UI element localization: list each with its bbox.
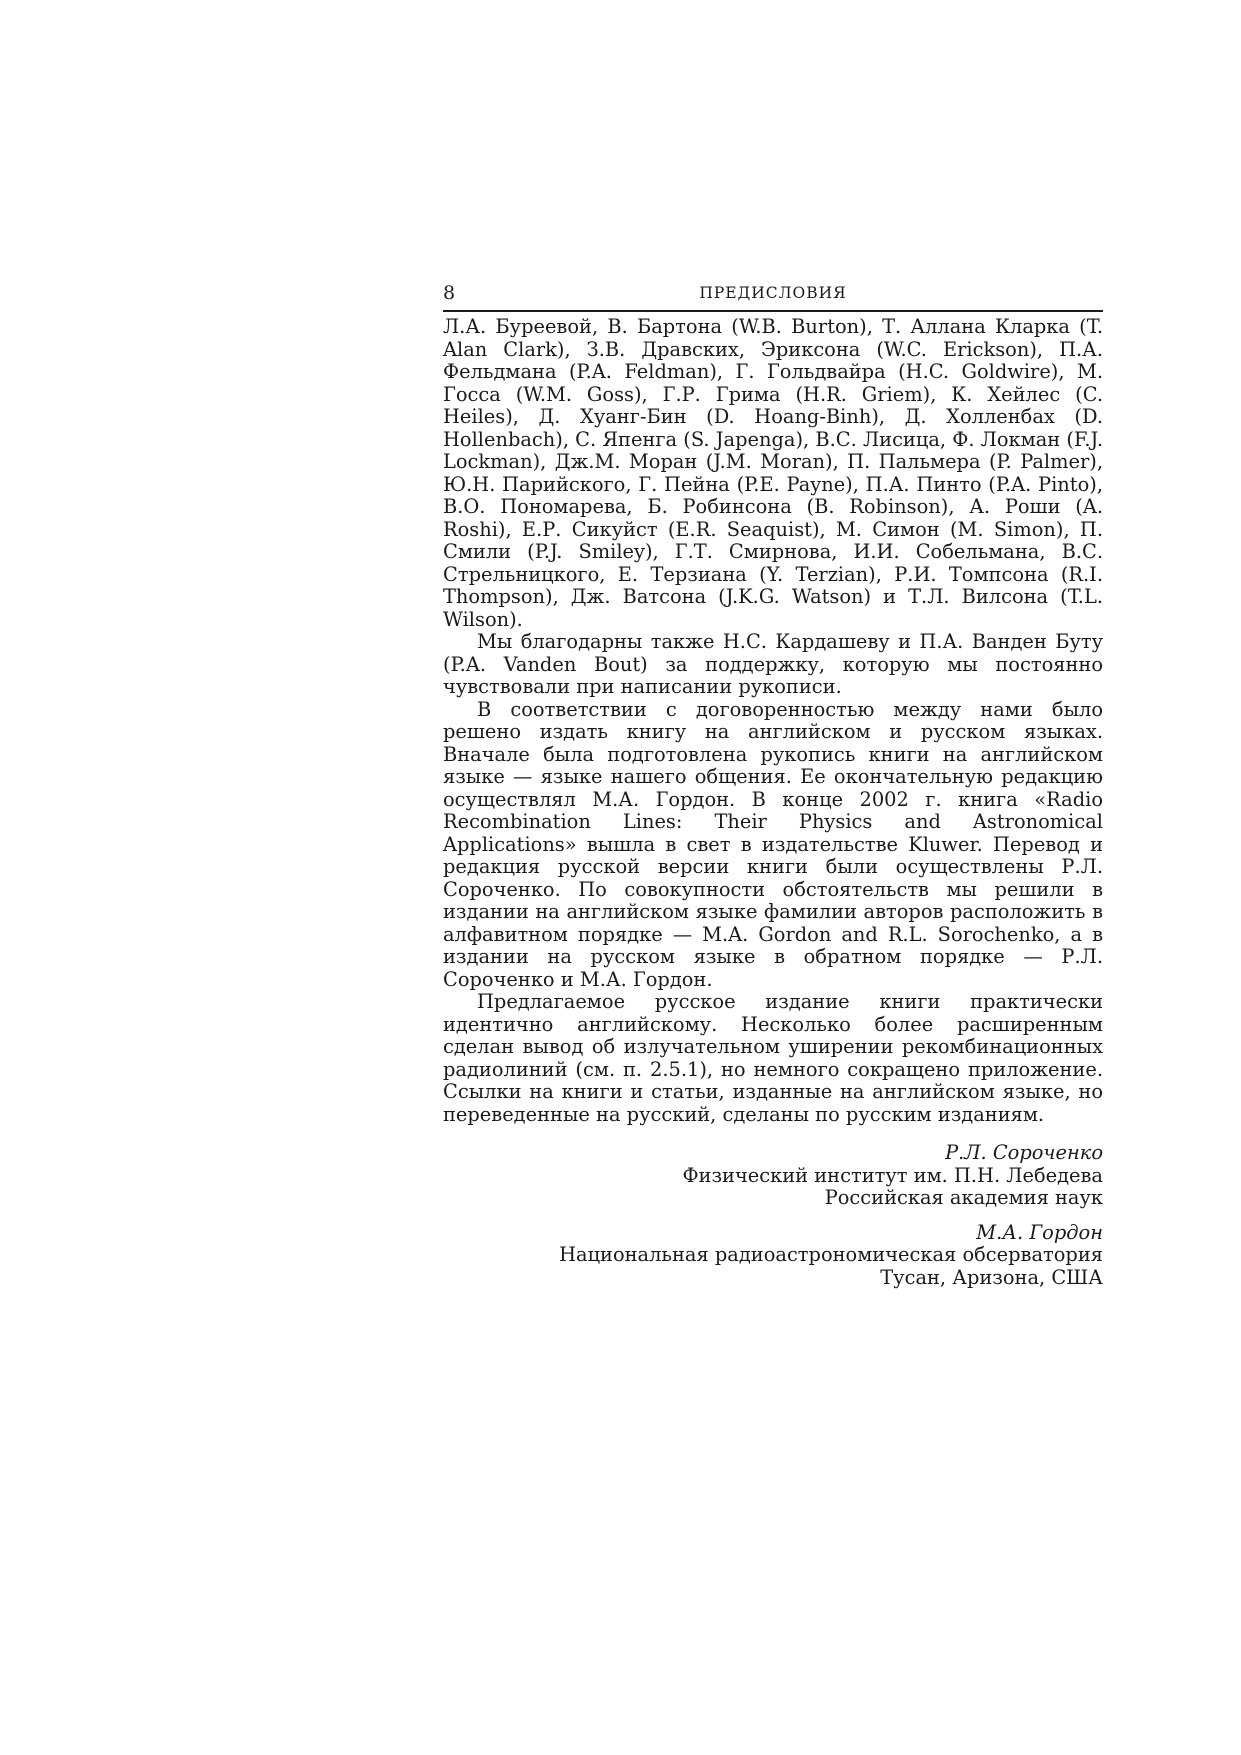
signature-affiliation: Российская академия наук: [824, 1186, 1103, 1209]
paragraph-acknowledgements-list: Л.А. Буреевой, В. Бартона (W.B. Burton), Т. Аллана Кларка (T. Alan Clark), З.В. Дравских, Эриксона (W.C. Erickson), П.А. Фельдмана (P.A. Feldman), Г. Гольдвайра (H.C. Goldwire), М. Госса (W.M. Goss), Г.Р. Грима (H.R. Griem), К. Хейлес (C. Heiles), Д. Хуанг-Бин (D. Hoang-Binh), Д. Холленбах (D. Hollenbach), С. Япенга (S. Japenga), В.С. Лисица, Ф. Локман (F.J. Lockman), Дж.М. Моран (J.M. Moran), П. Пальмера (P. Palmer), Ю.Н. Парийского, Г. Пейна (P.E. Payne), П.А. Пинто (P.A. Pinto), В.О. Пономарева, Б. Робинсона (B. Robinson), А. Роши (A. Roshi), Е.Р. Сикуйст (E.R. Seaquist), М. Симон (M. Simon), П. Смили (P.J. Smiley), Г.Т. Смирнова, И.И. Собельмана, В.С. Стрельницкого, Е. Терзиана (Y. Terzian), Р.И. Томпсона (R.I. Thompson), Дж. Ватсона (J.K.G. Watson) и Т.Л. Вилсона (T.L. Wilson).: [443, 315, 1103, 631]
running-head: [443, 282, 1103, 312]
book-page: [443, 282, 1103, 1301]
signature-block: [443, 1142, 1103, 1210]
paragraph-publication-history: В соответствии с договоренностью между нами было решено издать книгу на английском и русском языках. Вначале была подготовлена рукопись книги на английском языке — языке нашего общения. Ее окончательную редакцию осуществлял М.А. Гордон. В конце 2002 г. книга «Radio Recombination Lines: Their Physics and Astronomical Applications» вышла в свет в издательстве Kluwer. Перевод и редакция русской версии книги были осуществлены Р.Л. Сороченко. По совокупности обстоятельств мы решили в издании на английском языке фамилии авторов расположить в алфавитном порядке — M.A. Gordon and R.L. Sorochenko, а в издании на русском языке в обратном порядке — Р.Л. Сороченко и М.А. Гордон.: [443, 697, 1103, 991]
signature-affiliation: Физический институт им. П.Н. Лебедева: [682, 1163, 1103, 1187]
section-title: ПРЕДИСЛОВИЯ: [699, 284, 847, 302]
signature-name: М.А. Гордон: [976, 1220, 1103, 1244]
signature-name: Р.Л. Сороченко: [945, 1141, 1103, 1164]
page-number: 8: [443, 282, 456, 304]
paragraph-thanks: Мы благодарны также Н.С. Кардашеву и П.А. Ванден Буту (P.A. Vanden Bout) за поддержку, которую мы постоянно чувствовали при написании рукописи.: [443, 630, 1103, 698]
paragraph-russian-edition: Предлагаемое русское издание книги практически идентично английскому. Несколько более расширенным сделан вывод об излучательном уширении рекомбинационных радиолиний (см. п. 2.5.1), но немного сокращено приложение. Ссылки на книги и статьи, изданные на английском языке, но переведенные на русский, сделаны по русским изданиям.: [443, 990, 1103, 1126]
signature-block: [443, 1222, 1103, 1290]
signature-affiliation: Национальная радиоастрономическая обсерватория: [559, 1243, 1103, 1266]
signature-affiliation: Тусан, Аризона, США: [880, 1265, 1103, 1289]
body-text: [443, 316, 1103, 1126]
signatures: [443, 1142, 1103, 1289]
